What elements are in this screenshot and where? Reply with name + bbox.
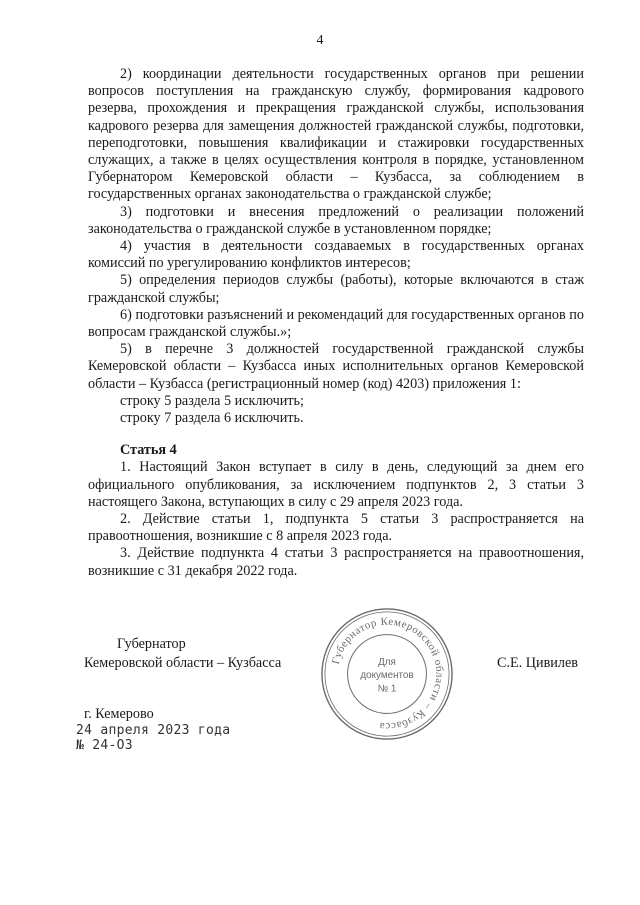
official-seal-icon — [318, 605, 456, 743]
paragraph-row-5: строку 5 раздела 5 исключить; — [120, 392, 304, 409]
signature-region: Кемеровской области – Кузбасса — [84, 655, 282, 671]
seal-line-2: документов — [360, 669, 414, 681]
paragraph-list-5: 5) в перечне 3 должностей государственной гражданской службы Кемеровской области – Кузбасса иных исполнительных органов Кемеровской области – Кузбасса (регистрационный номер (код) 4203) приложения 1: — [88, 341, 584, 392]
paragraph-item-5: 5) определения периодов службы (работы), которые включаются в стаж гражданской службы; — [88, 272, 584, 306]
signature-title: Губернатор — [117, 636, 186, 652]
article-paragraph-3: 3. Действие подпункта 4 статьи 3 распространяется на правоотношения, возникшие с 31 декабря 2022 года. — [88, 545, 584, 579]
signature-name: С.Е. Цивилев — [497, 655, 578, 671]
paragraph-item-4: 4) участия в деятельности создаваемых в государственных органах комиссий по урегулированию конфликтов интересов; — [88, 238, 584, 272]
seal-ring-text: Губернатор Кемеровской области – Кузбасса — [329, 615, 446, 733]
date-label: 24 апреля 2023 года — [76, 723, 231, 738]
article-paragraph-1: 1. Настоящий Закон вступает в силу в день, следующий за днем его официального опубликования, за исключением подпунктов 2, 3 статьи 3 настоящего Закона, вступающих в силу с 29 апреля 2023 года. — [88, 459, 584, 510]
law-number-label: № 24-ОЗ — [76, 738, 133, 753]
paragraph-row-7: строку 7 раздела 6 исключить. — [120, 410, 304, 427]
article-paragraph-2: 2. Действие статьи 1, подпункта 5 статьи 3 распространяется на правоотношения, возникшие с 8 апреля 2023 года. — [88, 511, 584, 545]
document-body — [88, 66, 584, 580]
paragraph-item-2: 2) координации деятельности государственных органов при решении вопросов поступления на гражданскую службу, формирования кадрового резерва, прохождения и прекращения гражданской службы, использования кадрового резерва для замещения должностей гражданской службы, подготовки, переподготовки, повышения квалификации и стажировки государственных служащих, а также в целях осуществления контроля в порядке, установленном Губернатором Кемеровской области – Кузбасса, за соблюдением в государственных органах законодательства о гражданской службе; — [88, 66, 584, 203]
seal-line-1: Для — [378, 657, 396, 669]
paragraph-item-6: 6) подготовки разъяснений и рекомендаций для государственных органов по вопросам гражданской службы.»; — [88, 306, 584, 341]
paragraph-item-3: 3) подготовки и внесения предложений о реализации положений законодательства о гражданской службе в установленном порядке; — [88, 203, 584, 237]
page-number: 4 — [316, 33, 324, 48]
article-title: Статья 4 — [120, 442, 177, 459]
city-label: г. Кемерово — [84, 706, 154, 722]
seal-line-3: № 1 — [377, 683, 397, 695]
